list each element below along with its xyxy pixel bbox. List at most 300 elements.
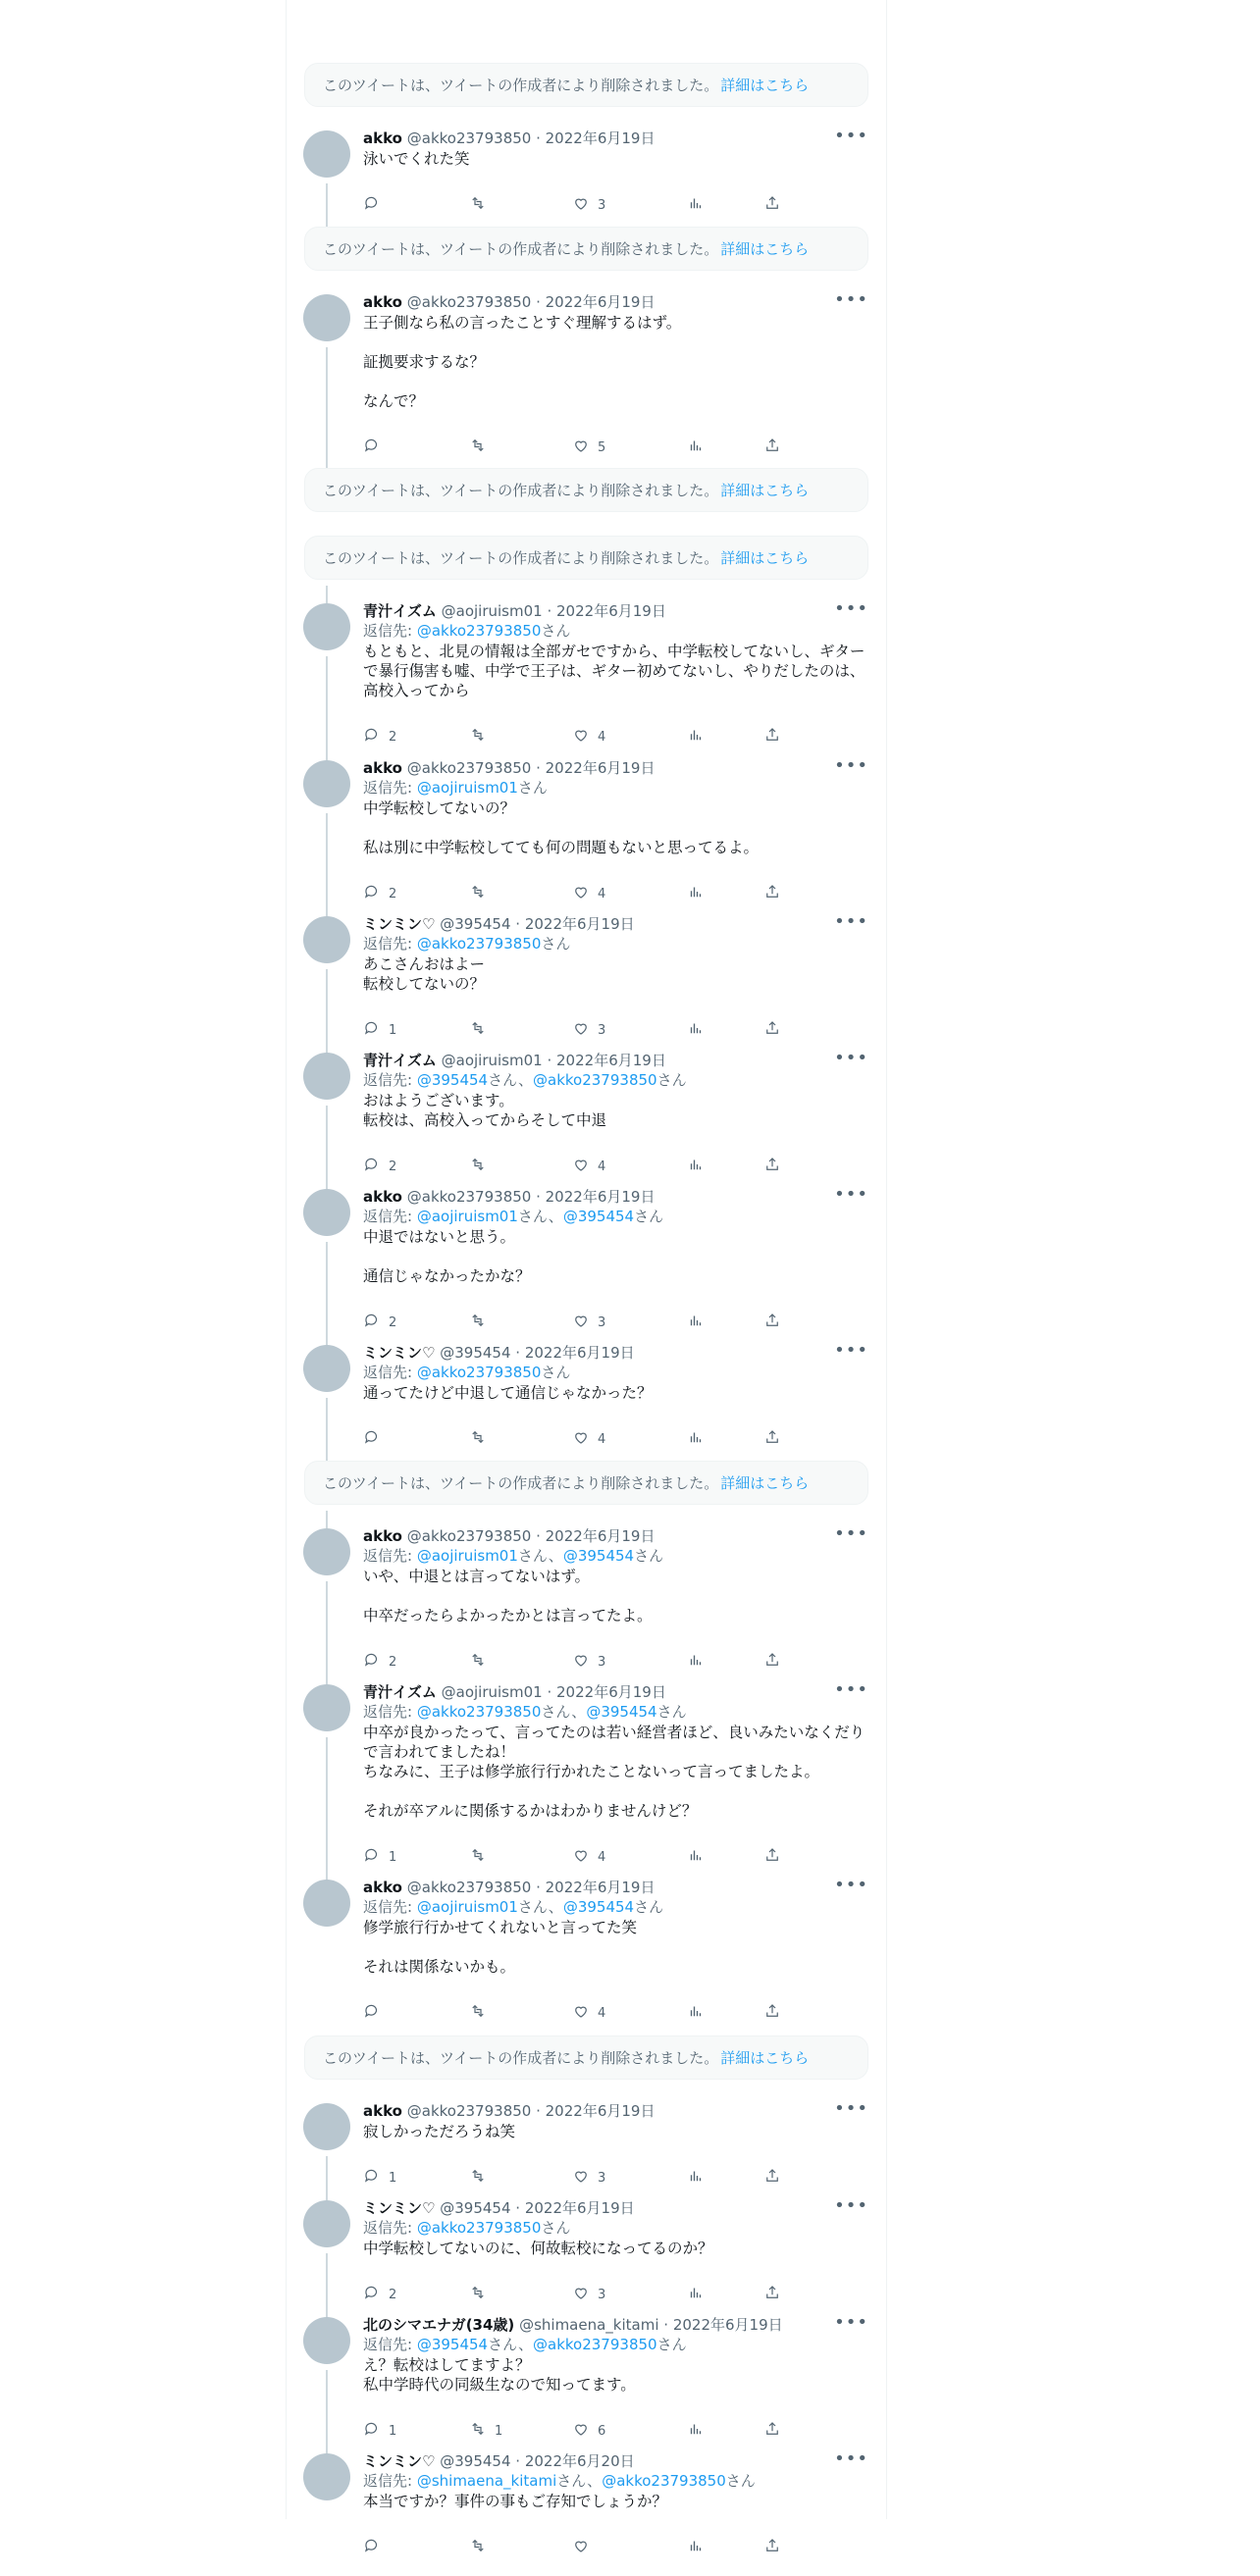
avatar[interactable] [303,1880,350,1927]
avatar[interactable] [303,760,350,807]
reply-prefix: 返信先: [363,2219,417,2237]
details-link[interactable]: 詳細はこちら [720,77,810,94]
reply-count: 1 [389,1849,397,1865]
views-button[interactable] [687,194,705,216]
tweet-header [363,2312,872,2335]
action-bar [363,1428,785,1448]
reply-icon [363,2167,381,2189]
avatar[interactable] [303,2103,350,2150]
details-link[interactable]: 詳細はこちら [720,240,810,258]
reply-prefix: 返信先: [363,2336,417,2353]
reply-suffix: さん [556,2472,588,2490]
reply-icon [363,1019,381,1041]
mention-link[interactable]: @395454 [416,1071,489,1089]
retweet-button[interactable] [469,1428,495,1450]
retweet-button[interactable] [469,2284,495,2305]
retweet-icon [469,1428,487,1450]
reply-prefix: 返信先: [363,1364,417,1381]
display-name[interactable]: akko [363,2102,402,2120]
reply-button[interactable] [363,726,396,747]
like-button[interactable] [572,1156,605,1177]
views-icon [687,1156,705,1177]
views-button[interactable] [687,2167,705,2189]
display-name[interactable]: 青汁イズム [363,602,437,620]
reply-button[interactable] [363,883,396,904]
views-button[interactable] [687,2284,705,2305]
retweet-button[interactable] [469,2002,495,2024]
action-bar [363,1846,785,1866]
avatar[interactable] [303,1528,350,1575]
views-button[interactable] [687,883,705,904]
more-options-icon[interactable]: ••• [834,1875,868,1895]
avatar[interactable] [303,1053,350,1100]
handle[interactable]: @aojiruism01 [441,1052,543,1069]
timestamp[interactable]: 2022年6月19日 [556,602,666,620]
display-name[interactable]: akko [363,293,402,311]
thread-line-up [326,1862,328,1880]
avatar[interactable] [303,603,350,650]
timestamp[interactable]: 2022年6月19日 [545,129,656,147]
reply-button[interactable] [363,1428,389,1450]
like-count: 3 [598,2287,606,2302]
views-icon [687,1846,705,1868]
share-button[interactable] [763,2420,781,2442]
more-options-icon[interactable]: ••• [834,2448,868,2469]
tweet-body [363,1875,872,1977]
timeline-column [286,0,887,2519]
timestamp[interactable]: 2022年6月19日 [545,1879,656,1896]
reply-count: 1 [389,2170,397,2186]
handle[interactable]: @akko23793850 [406,1527,532,1545]
reply-button[interactable] [363,2167,396,2189]
share-button[interactable] [763,2167,781,2189]
deleted-notice-text: このツイートは、ツイートの作成者により削除されました。 [323,1474,719,1492]
handle[interactable]: @akko23793850 [406,1188,532,1206]
thread-line-up [326,2436,328,2453]
reply-suffix: さん [725,2472,756,2490]
reply-button[interactable] [363,437,389,458]
separator-dot: · [531,1527,546,1545]
reply-button[interactable] [363,1156,396,1177]
retweet-icon [469,1019,487,1041]
tweet-body [363,911,872,994]
share-button[interactable] [763,2002,781,2024]
views-button[interactable] [687,1428,705,1450]
views-icon [687,883,705,904]
tweet-text: 修学旅行行かせてくれないと言ってた笑 それは関係ないかも。 [363,1919,638,1976]
reply-prefix: 返信先: [363,779,417,797]
handle[interactable]: @aojiruism01 [441,1683,543,1701]
tweet-text: 中退ではないと思う。 通信じゃなかったかな？ [363,1228,531,1285]
more-options-icon[interactable]: ••• [834,1523,868,1544]
like-button[interactable] [572,726,605,747]
tweet-body [363,126,872,169]
views-button[interactable] [687,1019,705,1041]
tweet-text: もともと、北見の情報は全部ガセですから、中学転校してないし、ギターで暴行傷害も嘘、中学で王子は、ギター初めてないし、やりだしたのは、高校入ってから [363,643,866,699]
timestamp[interactable]: 2022年6月19日 [545,759,656,777]
more-options-icon[interactable]: ••• [834,289,868,310]
reply-separator: 、 [518,1071,534,1089]
display-name[interactable]: akko [363,1527,402,1545]
like-button[interactable] [572,1846,605,1868]
mention-link[interactable]: @akko23793850 [416,2219,542,2237]
mention-link[interactable]: @395454 [562,1208,635,1225]
retweet-button[interactable] [469,1312,495,1333]
action-bar [363,726,785,746]
reply-prefix: 返信先: [363,1208,417,1225]
mention-link[interactable]: @shimaena_kitami [416,2472,557,2490]
action-bar [363,883,785,902]
more-options-icon[interactable]: ••• [834,755,868,776]
display-name[interactable]: 青汁イズム [363,1683,437,1701]
share-button[interactable] [763,726,781,747]
tweet[interactable] [287,1875,886,2041]
handle[interactable]: @akko23793850 [406,293,532,311]
like-button[interactable] [572,2284,605,2305]
share-button[interactable] [763,2537,781,2558]
retweet-button[interactable] [469,194,495,216]
like-button[interactable] [572,2002,605,2024]
avatar[interactable] [303,2200,350,2247]
retweet-button[interactable] [469,2167,495,2189]
display-name[interactable]: 北のシマエナガ(34歳) [363,2316,515,2334]
handle[interactable]: @395454 [440,2452,511,2470]
reply-button[interactable] [363,2537,389,2558]
tweet[interactable] [287,2448,886,2576]
reply-to-line [363,1363,872,1382]
retweet-button[interactable] [469,437,495,458]
tweet-header [363,1340,872,1363]
reply-prefix: 返信先: [363,935,417,953]
reply-count: 1 [389,2423,397,2439]
mention-link[interactable]: @akko23793850 [533,2336,657,2353]
retweet-button[interactable] [469,2537,495,2558]
handle[interactable]: @akko23793850 [406,2102,532,2120]
like-icon [572,437,590,458]
more-options-icon[interactable]: ••• [834,2312,868,2333]
timestamp[interactable]: 2022年6月19日 [545,1527,656,1545]
more-options-icon[interactable]: ••• [834,1679,868,1700]
handle[interactable]: @akko23793850 [406,759,532,777]
tweet-body [363,2312,872,2395]
details-link[interactable]: 詳細はこちら [720,549,810,567]
tweet[interactable] [287,2195,886,2323]
reply-separator: 、 [548,1898,563,1916]
tweet[interactable] [287,911,886,1058]
more-options-icon[interactable]: ••• [834,598,868,619]
views-button[interactable] [687,2537,705,2558]
tweet[interactable] [287,598,886,765]
reply-suffix: さん [634,1547,664,1565]
like-icon [572,2537,590,2558]
tweet[interactable] [287,1679,886,1885]
tweet-header [363,289,872,312]
more-options-icon[interactable]: ••• [834,2098,868,2119]
share-button[interactable] [763,2284,781,2305]
separator-dot: · [510,1344,525,1362]
retweet-button[interactable] [469,726,495,747]
retweet-count: 1 [495,2423,503,2439]
reply-suffix: さん [541,622,571,640]
mention-link[interactable]: @akko23793850 [602,2472,726,2490]
separator-dot: · [531,1188,546,1206]
views-button[interactable] [687,1156,705,1177]
display-name[interactable]: akko [363,1879,402,1896]
avatar[interactable] [303,130,350,178]
reply-button[interactable] [363,2284,396,2305]
handle[interactable]: @akko23793850 [406,1879,532,1896]
reply-prefix: 返信先: [363,1703,417,1721]
timestamp[interactable]: 2022年6月20日 [524,2452,635,2470]
action-bar [363,1156,785,1175]
display-name[interactable]: ミンミン♡ [363,2199,436,2217]
reply-count: 2 [389,1314,397,1330]
deleted-notice-text: このツイートは、ツイートの作成者により削除されました。 [323,2049,719,2067]
reply-to-line [363,1897,872,1917]
like-button[interactable] [572,194,605,216]
tweet-text: あこさんおはよー 転校してないの？ [363,955,486,993]
reply-to-line [363,934,872,953]
thread-line-down [326,1398,328,1468]
mention-link[interactable]: @aojiruism01 [416,1547,518,1565]
reply-suffix: さん [488,2336,518,2353]
separator-dot: · [542,1052,557,1069]
retweet-button[interactable] [469,1846,495,1868]
reply-prefix: 返信先: [363,1547,417,1565]
timestamp[interactable]: 2022年6月19日 [545,1188,656,1206]
like-count: 6 [598,2423,606,2439]
like-button[interactable] [572,1428,605,1450]
avatar[interactable] [303,2317,350,2364]
timestamp[interactable]: 2022年6月19日 [556,1683,666,1701]
share-icon [763,2420,781,2442]
like-button[interactable] [572,2537,598,2558]
timestamp[interactable]: 2022年6月19日 [524,915,635,933]
tweet-body [363,2195,872,2258]
more-options-icon[interactable]: ••• [834,2195,868,2216]
display-name[interactable]: ミンミン♡ [363,2452,436,2470]
tweet[interactable] [287,289,886,476]
tweet-body [363,1340,872,1403]
tweet-header [363,1679,872,1702]
like-icon [572,1428,590,1450]
like-icon [572,883,590,904]
mention-link[interactable]: @aojiruism01 [416,1898,518,1916]
mention-link[interactable]: @akko23793850 [416,1703,542,1721]
retweet-button[interactable] [469,883,495,904]
views-icon [687,1428,705,1450]
like-button[interactable] [572,2167,605,2189]
reply-prefix: 返信先: [363,2472,417,2490]
separator-dot: · [510,915,525,933]
display-name[interactable]: ミンミン♡ [363,1344,436,1362]
tweet[interactable] [287,1523,886,1690]
share-button[interactable] [763,1156,781,1177]
share-icon [763,726,781,747]
reply-icon [363,194,381,216]
retweet-button[interactable] [469,1651,495,1673]
reply-suffix: さん [541,935,571,953]
reply-button[interactable] [363,1651,396,1673]
handle[interactable]: @akko23793850 [406,129,532,147]
avatar[interactable] [303,1189,350,1236]
like-button[interactable] [572,1019,605,1041]
reply-icon [363,2420,381,2442]
avatar[interactable] [303,916,350,963]
views-icon [687,2537,705,2558]
views-button[interactable] [687,1651,705,1673]
reply-button[interactable] [363,1019,396,1041]
mention-link[interactable]: @akko23793850 [416,1364,542,1381]
tweet-text: 中学転校してないのに、何故転校になってるのか？ [363,2240,713,2257]
views-icon [687,2002,705,2024]
tweet[interactable] [287,1048,886,1195]
reply-button[interactable] [363,194,389,216]
separator-dot: · [531,759,546,777]
deleted-tweet-notice [304,227,868,271]
share-icon [763,194,781,216]
reply-icon [363,883,381,904]
display-name[interactable]: 青汁イズム [363,1052,437,1069]
reply-button[interactable] [363,2002,389,2024]
more-options-icon[interactable]: ••• [834,1340,868,1361]
like-count: 4 [598,729,606,745]
reply-to-line [363,2218,872,2238]
views-icon [687,726,705,747]
reply-to-line [363,1702,872,1722]
display-name[interactable]: akko [363,1188,402,1206]
mention-link[interactable]: @akko23793850 [416,622,542,640]
share-button[interactable] [763,1651,781,1673]
like-icon [572,194,590,216]
views-button[interactable] [687,726,705,747]
mention-link[interactable]: @395454 [586,1703,657,1721]
views-button[interactable] [687,1312,705,1333]
retweet-button[interactable] [469,1156,495,1177]
display-name[interactable]: ミンミン♡ [363,915,436,933]
more-options-icon[interactable]: ••• [834,1048,868,1068]
tweet[interactable] [287,126,886,233]
views-button[interactable] [687,2420,705,2442]
timestamp[interactable]: 2022年6月19日 [545,293,656,311]
handle[interactable]: @395454 [440,1344,511,1362]
like-button[interactable] [572,1651,605,1673]
retweet-icon [469,2002,487,2024]
details-link[interactable]: 詳細はこちら [720,482,810,499]
tweet[interactable] [287,1184,886,1351]
like-icon [572,2420,590,2442]
more-options-icon[interactable]: ••• [834,911,868,932]
reply-button[interactable] [363,2420,396,2442]
retweet-icon [469,726,487,747]
tweet-header [363,598,872,621]
retweet-button[interactable] [469,1019,495,1041]
like-button[interactable] [572,883,605,904]
separator-dot: · [510,2199,525,2217]
details-link[interactable]: 詳細はこちら [720,2049,810,2067]
like-count: 4 [598,886,606,902]
avatar[interactable] [303,294,350,341]
mention-link[interactable]: @395454 [562,1898,635,1916]
mention-link[interactable]: @395454 [562,1547,635,1565]
like-count: 3 [598,1314,606,1330]
mention-link[interactable]: @aojiruism01 [416,1208,518,1225]
tweet-text: いや、中退とは言ってないはず。 中卒だったらよかったかとは言ってたよ。 [363,1568,653,1624]
mention-link[interactable]: @akko23793850 [416,935,542,953]
avatar[interactable] [303,2453,350,2500]
like-button[interactable] [572,2420,605,2442]
like-count: 4 [598,1159,606,1174]
timestamp[interactable]: 2022年6月19日 [524,1344,635,1362]
action-bar [363,2537,785,2556]
handle[interactable]: @395454 [440,915,511,933]
tweet[interactable] [287,2312,886,2459]
deleted-notice-text: このツイートは、ツイートの作成者により削除されました。 [323,240,719,258]
handle[interactable]: @shimaena_kitami [519,2316,659,2334]
timestamp[interactable]: 2022年6月19日 [672,2316,783,2334]
thread-line-up [326,1327,328,1345]
reply-button[interactable] [363,1312,396,1333]
reply-count: 2 [389,729,397,745]
share-button[interactable] [763,1846,781,1868]
timestamp[interactable]: 2022年6月19日 [545,2102,656,2120]
share-button[interactable] [763,1019,781,1041]
like-count: 4 [598,2005,606,2021]
more-options-icon[interactable]: ••• [834,1184,868,1205]
avatar[interactable] [303,1684,350,1731]
reply-separator: 、 [587,2472,603,2490]
share-button[interactable] [763,437,781,458]
display-name[interactable]: akko [363,759,402,777]
details-link[interactable]: 詳細はこちら [720,1474,810,1492]
tweet[interactable] [287,1340,886,1468]
share-button[interactable] [763,1312,781,1333]
handle[interactable]: @aojiruism01 [441,602,543,620]
like-icon [572,1019,590,1041]
share-button[interactable] [763,1428,781,1450]
timestamp[interactable]: 2022年6月19日 [524,2199,635,2217]
views-button[interactable] [687,2002,705,2024]
reply-button[interactable] [363,1846,396,1868]
views-button[interactable] [687,437,705,458]
timestamp[interactable]: 2022年6月19日 [556,1052,666,1069]
mention-link[interactable]: @aojiruism01 [416,779,518,797]
reply-count: 2 [389,886,397,902]
share-button[interactable] [763,883,781,904]
tweet[interactable] [287,2098,886,2206]
tweet-text: 中学転校してないの？ 私は別に中学転校してても何の問題もないと思ってるよ。 [363,799,760,856]
action-bar [363,1019,785,1039]
action-bar [363,437,785,456]
more-options-icon[interactable]: ••• [834,126,868,146]
mention-link[interactable]: @395454 [416,2336,489,2353]
avatar[interactable] [303,1345,350,1392]
retweet-button[interactable] [469,2420,502,2442]
reply-suffix: さん [541,1364,571,1381]
like-count: 5 [598,439,606,455]
like-button[interactable] [572,437,605,458]
mention-link[interactable]: @akko23793850 [533,1071,657,1089]
views-button[interactable] [687,1846,705,1868]
tweet[interactable] [287,755,886,922]
like-button[interactable] [572,1312,605,1333]
views-icon [687,194,705,216]
handle[interactable]: @395454 [440,2199,511,2217]
display-name[interactable]: akko [363,129,402,147]
share-icon [763,2002,781,2024]
retweet-icon [469,194,487,216]
share-button[interactable] [763,194,781,216]
